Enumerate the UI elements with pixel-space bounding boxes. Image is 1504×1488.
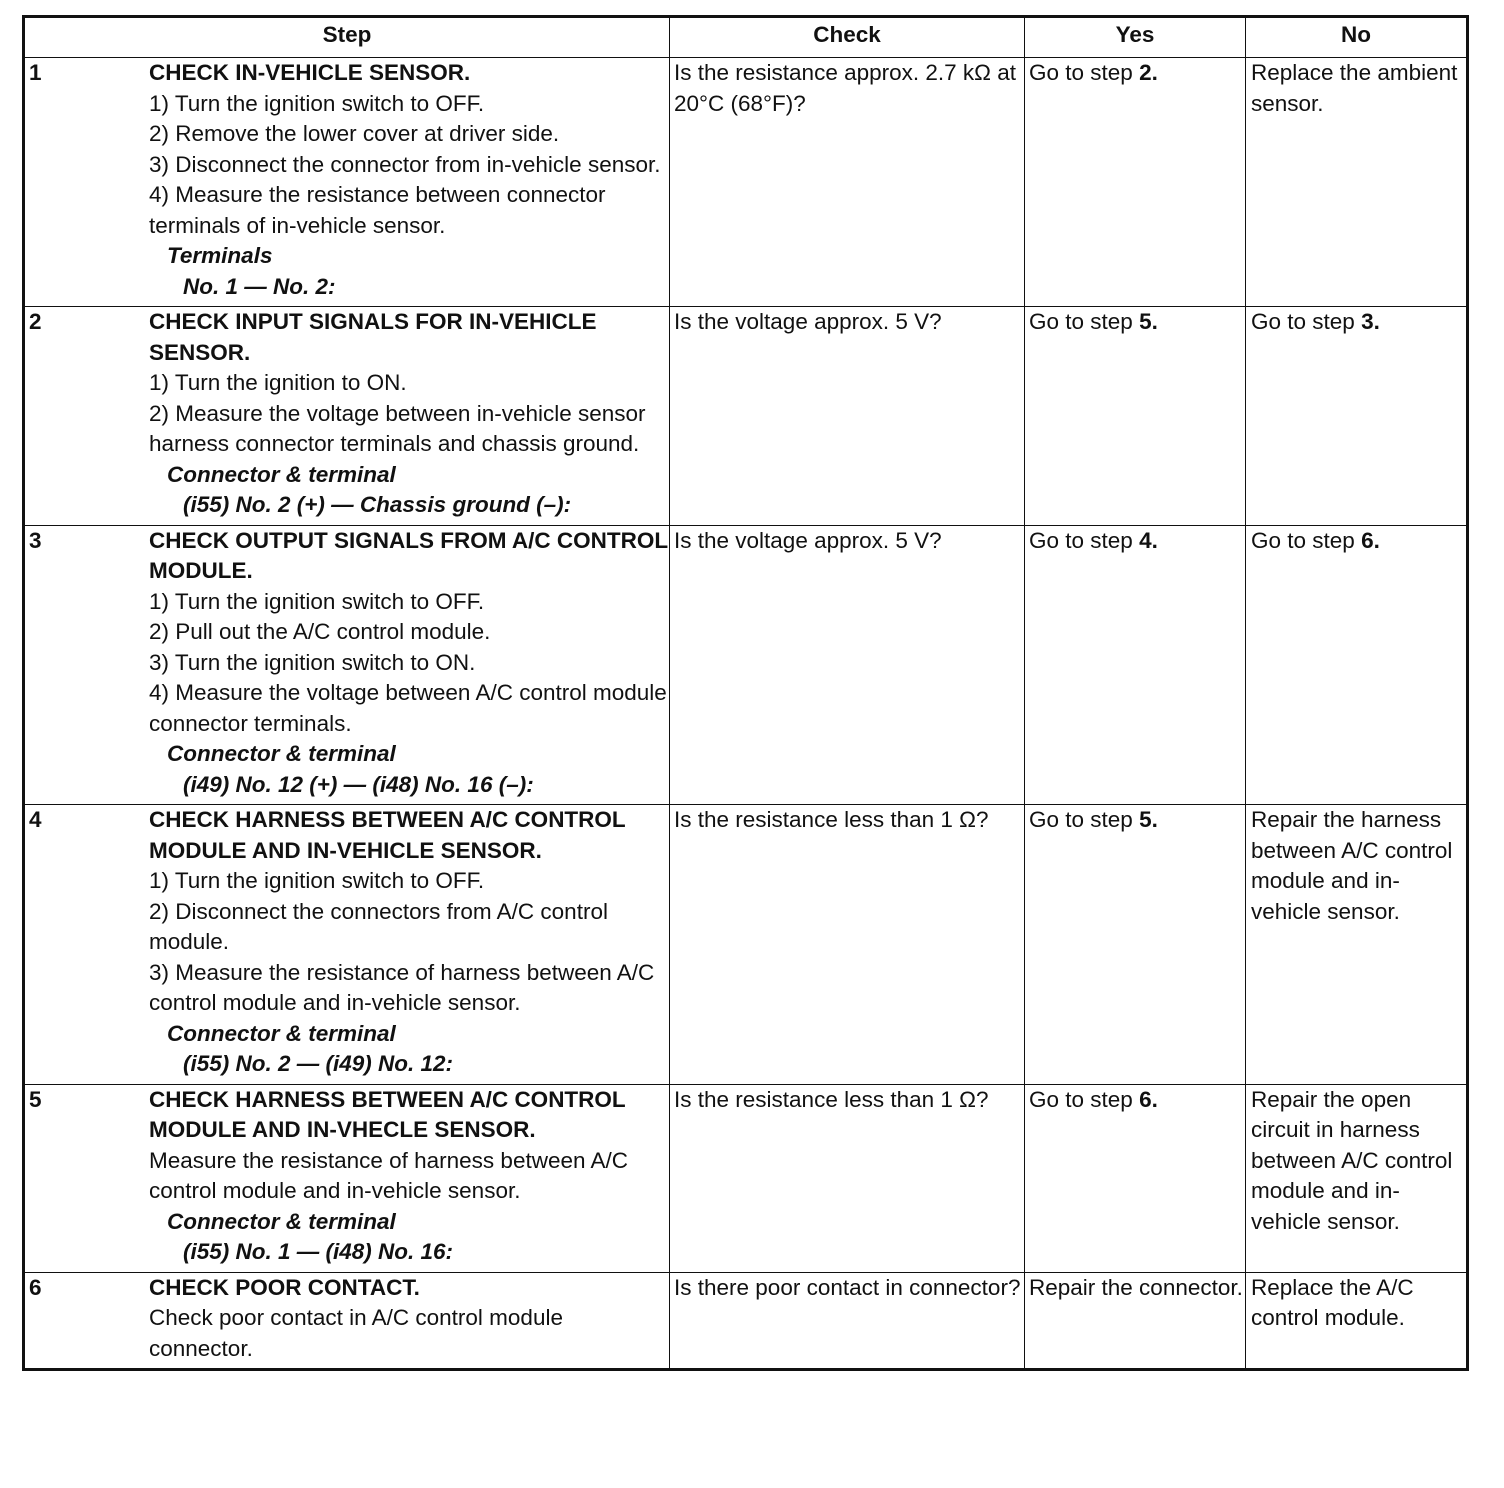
step-instruction: 2) Pull out the A/C control module. (149, 619, 491, 644)
step-instruction: 4) Measure the voltage between A/C control module connector terminals. (149, 680, 667, 736)
step-instruction: 2) Measure the voltage between in-vehicle sensor harness connector terminals and chassis ground. (149, 400, 646, 456)
yes-cell (1025, 307, 1246, 526)
spec-value: No. 1 — No. 2: (183, 273, 336, 299)
yes-text: Go to step (1029, 527, 1140, 553)
no-cell: Repair the harness between A/C control module and in-vehicle sensor. (1246, 805, 1468, 1085)
step-title: CHECK INPUT SIGNALS FOR IN-VEHICLE SENSOR. (149, 309, 597, 365)
spec-label: Connector & terminal (167, 1208, 396, 1234)
step-title: CHECK OUTPUT SIGNALS FROM A/C CONTROL MODULE. (149, 527, 668, 583)
step-instruction: 1) Turn the ignition switch to OFF. (149, 588, 485, 614)
check-cell: Is the resistance less than 1 Ω? (670, 1084, 1025, 1272)
table-row (24, 805, 1468, 1085)
check-cell: Is the voltage approx. 5 V? (670, 525, 1025, 805)
yes-text: Go to step (1029, 1086, 1140, 1112)
spec-label: Connector & terminal (167, 741, 396, 766)
step-cell (24, 58, 670, 307)
yes-step-ref: 5. (1139, 309, 1158, 334)
step-title: CHECK POOR CONTACT. (149, 1274, 420, 1300)
step-title: CHECK IN-VEHICLE SENSOR. (149, 60, 471, 85)
step-number: 4 (29, 807, 42, 832)
step-cell (24, 1084, 670, 1272)
step-instruction: 1) Turn the ignition switch to OFF. (149, 90, 485, 116)
step-instruction: Check poor contact in A/C control module connector. (149, 1305, 563, 1361)
yes-text: Go to step (1029, 60, 1140, 85)
diagnostic-table (22, 15, 1469, 1371)
yes-step-ref: 2. (1139, 60, 1158, 85)
spec-label: Connector & terminal (167, 1020, 396, 1046)
yes-text: Go to step (1029, 807, 1140, 832)
table-row (24, 58, 1468, 307)
header-yes: Yes (1025, 17, 1246, 58)
step-cell (24, 805, 670, 1085)
no-step-ref: 3. (1361, 309, 1380, 334)
table-row (24, 307, 1468, 526)
yes-step-ref: 5. (1139, 807, 1158, 832)
table-row (24, 1084, 1468, 1272)
step-instruction: Measure the resistance of harness between A/C control module and in-vehicle sensor. (149, 1147, 629, 1203)
spec-value: (i49) No. 12 (+) — (i48) No. 16 (–): (183, 771, 534, 797)
step-number: 1 (29, 60, 42, 85)
step-number: 3 (29, 527, 42, 553)
no-cell: Repair the open circuit in harness between A/C control module and in-vehicle sensor. (1246, 1084, 1468, 1272)
step-number: 5 (29, 1086, 42, 1112)
spec-label: Connector & terminal (167, 461, 396, 487)
no-text: Go to step (1251, 309, 1362, 334)
yes-cell: Repair the connector. (1025, 1272, 1246, 1370)
step-instruction: 1) Turn the ignition switch to OFF. (149, 868, 485, 893)
check-cell: Is there poor contact in connector? (670, 1272, 1025, 1370)
yes-step-ref: 4. (1139, 527, 1158, 553)
spec-value: (i55) No. 2 (+) — Chassis ground (–): (183, 492, 572, 517)
yes-step-ref: 6. (1139, 1086, 1158, 1112)
spec-value: (i55) No. 2 — (i49) No. 12: (183, 1051, 454, 1076)
table-row (24, 1272, 1468, 1370)
check-cell: Is the resistance less than 1 Ω? (670, 805, 1025, 1085)
yes-cell (1025, 805, 1246, 1085)
step-instruction: 4) Measure the resistance between connector terminals of in-vehicle sensor. (149, 182, 606, 238)
step-instruction: 3) Disconnect the connector from in-vehicle sensor. (149, 151, 661, 177)
step-instruction: 2) Disconnect the connectors from A/C control module. (149, 898, 608, 954)
yes-cell (1025, 1084, 1246, 1272)
step-instruction: 1) Turn the ignition to ON. (149, 370, 407, 395)
step-cell (24, 525, 670, 805)
header-check: Check (670, 17, 1025, 58)
no-cell: Replace the A/C control module. (1246, 1272, 1468, 1370)
step-instruction: 2) Remove the lower cover at driver side. (149, 121, 560, 146)
yes-text: Go to step (1029, 309, 1140, 334)
step-title: CHECK HARNESS BETWEEN A/C CONTROL MODULE AND IN-VHECLE SENSOR. (149, 1086, 626, 1142)
step-number: 2 (29, 309, 42, 334)
no-cell: Replace the ambient sensor. (1246, 58, 1468, 307)
yes-cell (1025, 525, 1246, 805)
check-cell: Is the resistance approx. 2.7 kΩ at 20°C (68°F)? (670, 58, 1025, 307)
step-title: CHECK HARNESS BETWEEN A/C CONTROL MODULE AND IN-VEHICLE SENSOR. (149, 807, 626, 863)
step-number: 6 (29, 1274, 42, 1300)
step-cell (24, 307, 670, 526)
table-row (24, 525, 1468, 805)
check-cell: Is the voltage approx. 5 V? (670, 307, 1025, 526)
header-step: Step (24, 17, 670, 58)
spec-label: Terminals (167, 243, 273, 268)
header-no: No (1246, 17, 1468, 58)
step-instruction: 3) Measure the resistance of harness between A/C control module and in-vehicle sensor. (149, 959, 655, 1015)
no-step-ref: 6. (1361, 527, 1380, 553)
yes-cell (1025, 58, 1246, 307)
step-instruction: 3) Turn the ignition switch to ON. (149, 649, 476, 675)
no-text: Go to step (1251, 527, 1362, 553)
no-cell (1246, 307, 1468, 526)
no-cell (1246, 525, 1468, 805)
header-row (24, 17, 1468, 58)
spec-value: (i55) No. 1 — (i48) No. 16: (183, 1239, 454, 1264)
step-cell (24, 1272, 670, 1370)
